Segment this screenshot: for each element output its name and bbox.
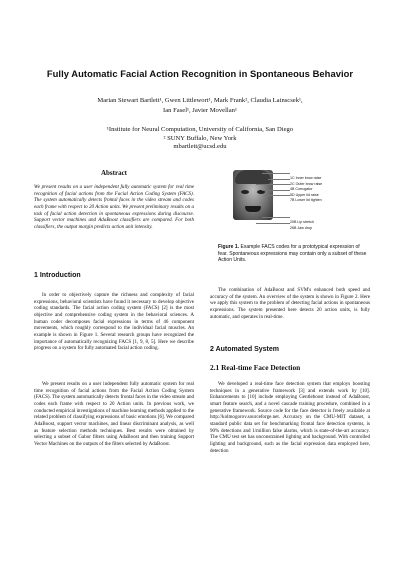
leader-line [268,179,290,180]
leader-line [262,190,290,191]
action-unit-label: 7B Lower lid tighten [290,198,322,202]
section-heading-introduction: 1 Introduction [34,272,81,279]
leader-line [264,195,290,196]
subsection-heading-face-detection: 2.1 Real-time Face Detection [210,363,301,372]
caption-text: Example FACS codes for a prototypical expression of fear. Spontaneous expressions may contain only a subset of these Action Units. [218,244,367,264]
figure-caption [218,244,368,264]
action-unit-label: 4B Corrugator [290,187,313,191]
action-unit-label: 5D Upper lid raise [290,193,319,197]
action-unit-label: 2C Outer brow raise [290,182,323,186]
face-mouth [245,206,261,212]
action-unit-label: 20B Lip stretch [290,220,314,224]
paper-title: Fully Automatic Facial Action Recognition in Spontaneous Behavior [46,68,354,79]
action-unit-label: 26B Jaw drop [290,226,312,230]
intro-paragraph: We present results on a user independent fully automatic system for real time recognition of facial actions from the Facial Action Coding System (FACS). The system automatically detects frontal faces in the video stream and codes each frame with respect to 20 Action units. In previous work, we conducted empirical investigations of machine learning methods applied to the related problem of classifying expressions of basic emotions [6]. We compared AdaBoost, support vector machines, and linear discriminant analysis, as well as feature selection methods techniques. Best results were obtained by selecting a subset of Gabor filters using AdaBoost and then training Support Vector Machines on the outputs of the filters selected by AdaBoost. [34,381,194,447]
abstract-heading: Abstract [100,169,128,177]
author-line: Ian Fasel¹, Javier Movellan¹ [163,106,237,114]
intro-paragraph: In order to objectively capture the richness and complexity of facial expressions, behavioral scientists have found it necessary to develop objective coding standards. The facial action coding system (FACS) [2] is the most objective and comprehensive coding system in the behavioral sciences. A human coder decomposes facial expressions in terms of 46 component movements, which roughly correspond to the individual facial muscles. An example is shown in Figure 1. Several research groups have recognized the importance of automatically recognizing FACS [1, 9, 8, 5]. Here we describe progress on a system for fully automated facial action coding. [34,292,194,352]
action-unit-label: 1C Inner brow raise [290,176,322,180]
author-list [60,96,340,115]
affiliations [40,126,360,152]
leader-line [256,223,290,224]
caption-label: Figure 1. [218,244,240,250]
body-paragraph: The combination of AdaBoost and SVM's enhanced both speed and accuracy of the system. An overview of the system is shown in Figure 2. Here we apply this system to the problem of detecting facial actions in spontaneous expressions. The system presented here detects 20 action units, is fully automatic, and operates in real-time. [210,287,370,320]
leader-line [262,173,290,174]
section-heading-automated-system: 2 Automated System [210,346,279,353]
leader-line [262,217,290,218]
affiliation-line: ² SUNY Buffalo, New York [163,134,237,142]
author-line: Marian Stewart Bartlett¹, Gwen Littlewort¹, Mark Frank², Claudia Lainscsek¹, [97,97,303,104]
face-eye-left [241,190,249,194]
leader-line [256,184,290,185]
affiliation-line: ¹Institute for Neural Computation, University of California, San Diego [106,126,294,133]
body-paragraph: We developed a real-time face detection system that employs boosting techniques in a generative framework [3] and extends work by [10]. Enhancements to [10] include employing Gentleboost instead of AdaBoost, smart feature search, and a novel cascade training procedure, combined in a generative framework. Source code for the face detector is freely available at http://kolmogorov.sourceforge.net. Accuracy on the CMU-MIT dataset, a standard public data set for benchmarking frontal face detection systems, is 90% detections and 1/million false alarms, which is state-of-the-art accuracy. The CMU test set has unconstrained lighting and background. With controlled lighting and background, such as the facial expression data employed here, detection [210,381,370,454]
email: mbartlett@ucsd.edu [173,143,227,151]
abstract-text: We present results on a user independent fully automatic system for real time recognition of facial actions from the Facial Action Coding System (FACS). The system automatically detects frontal faces in the video stream and codes each frame with respect to 20 Action units. We present preliminary results on a task of facial action detection in spontaneous expressions during discourse. Support vector machines and AdaBoost classifiers are compared. For both classifiers, the output margin predicts action unit intensity. [34,184,194,230]
